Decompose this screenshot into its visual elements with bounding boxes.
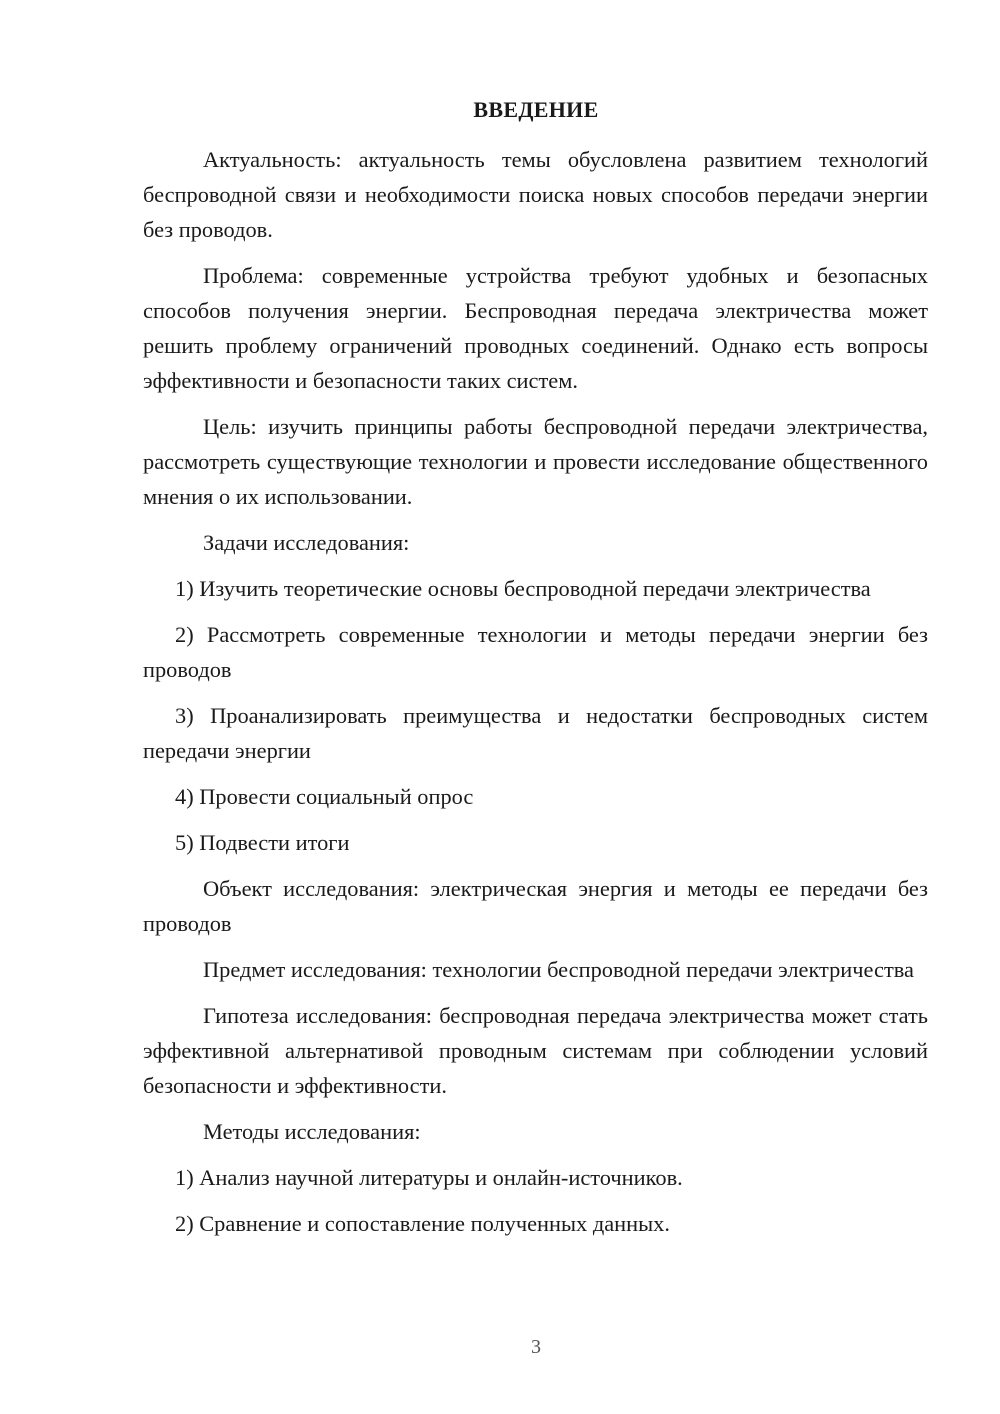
task-item-2: 2) Рассмотреть современные технологии и методы передачи энергии без проводов [143, 622, 928, 682]
body-text [143, 142, 928, 1252]
problem-paragraph: Проблема: современные устройства требуют удобных и безопасных способов получения энергии. Беспроводная передача электричества может решить проблему ограничений проводных соединений. Однако есть вопросы эффективности и безопасности таких систем. [143, 263, 928, 393]
method-item-2: 2) Сравнение и сопоставление полученных данных. [175, 1211, 670, 1236]
task-item-3: 3) Проанализировать преимущества и недостатки беспроводных систем передачи энергии [143, 703, 928, 763]
method-item-1: 1) Анализ научной литературы и онлайн-источников. [175, 1165, 683, 1190]
task-item-5: 5) Подвести итоги [175, 830, 350, 855]
hypothesis-paragraph: Гипотеза исследования: беспроводная передача электричества может стать эффективной альтернативой проводным системам при соблюдении условий безопасности и эффективности. [143, 1003, 928, 1098]
task-item-1: 1) Изучить теоретические основы беспроводной передачи электричества [175, 576, 871, 601]
relevance-paragraph: Актуальность: актуальность темы обусловлена развитием технологий беспроводной связи и необходимости поиска новых способов передачи энергии без проводов. [143, 147, 928, 242]
task-item-4: 4) Провести социальный опрос [175, 784, 474, 809]
methods-heading: Методы исследования: [203, 1119, 421, 1144]
tasks-heading: Задачи исследования: [203, 530, 410, 555]
subject-paragraph: Предмет исследования: технологии беспроводной передачи электричества [203, 957, 914, 982]
page-title: ВВЕДЕНИЕ [473, 97, 599, 122]
object-paragraph: Объект исследования: электрическая энергия и методы ее передачи без проводов [143, 876, 928, 936]
page-number: 3 [531, 1336, 541, 1358]
goal-paragraph: Цель: изучить принципы работы беспроводной передачи электричества, рассмотреть существующие технологии и провести исследование общественного мнения о их использовании. [143, 414, 928, 509]
